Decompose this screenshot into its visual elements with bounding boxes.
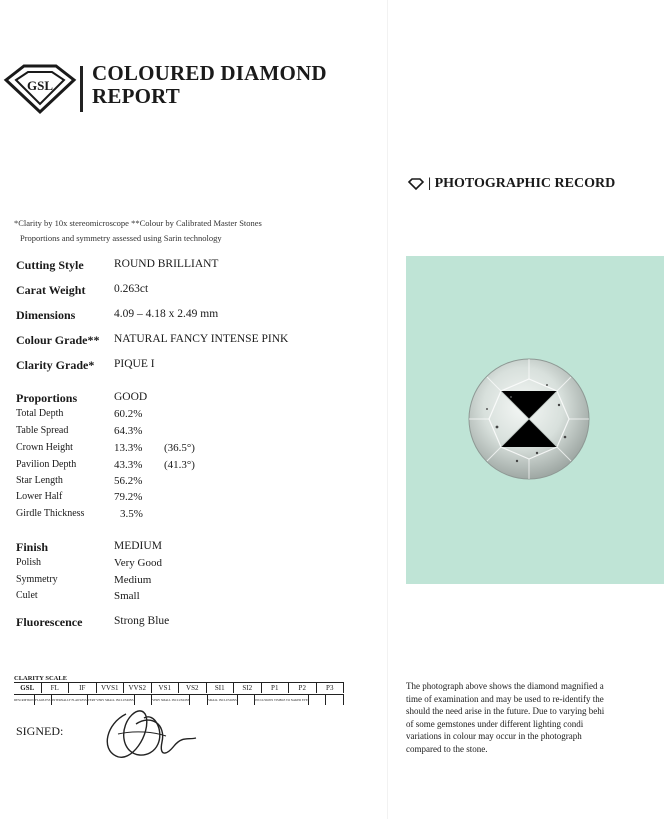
signature-image <box>96 694 206 774</box>
proportion-value: 13.3% <box>114 442 143 454</box>
clarity-grade: VVS1 <box>97 683 125 693</box>
finish-label: Finish <box>16 540 49 554</box>
grading-label: Cutting Style <box>16 258 84 272</box>
title-bar: | <box>428 176 435 191</box>
caption-line: of some gemstones under different lighting condi <box>406 718 584 729</box>
clarity-scale-title: CLARITY SCALE <box>14 675 68 682</box>
finish-item-label: Polish <box>16 557 42 568</box>
proportion-value: 60.2% <box>114 408 143 420</box>
clarity-grade: SI2 <box>234 683 262 693</box>
clarity-description: SMALL INCLUSIONS <box>208 695 238 705</box>
clarity-grade: P1 <box>262 683 290 693</box>
clarity-description: DESCRIPTION <box>14 695 35 705</box>
finish-item-value: Medium <box>114 574 152 586</box>
clarity-description: INTERNALLY FLAWLESS <box>52 695 88 705</box>
proportion-label: Total Depth <box>16 408 64 419</box>
grading-value: ROUND BRILLIANT <box>114 258 219 270</box>
grading-value: 4.09 – 4.18 x 2.49 mm <box>114 308 219 320</box>
clarity-description <box>238 695 256 705</box>
grading-value: NATURAL FANCY INTENSE PINK <box>114 333 289 345</box>
proportions-value: GOOD <box>114 391 148 403</box>
clarity-description: VERY VERY SMALL INCLUSIONS <box>88 695 135 705</box>
grading-label: Clarity Grade* <box>16 358 95 372</box>
fluorescence-label: Fluorescence <box>16 615 83 629</box>
proportions-label: Proportions <box>16 391 78 405</box>
photo-caption <box>406 680 664 756</box>
grading-value: 0.263ct <box>114 283 149 295</box>
diamond-icon <box>408 178 424 190</box>
clarity-description <box>326 695 344 705</box>
proportion-label: Crown Height <box>16 442 73 453</box>
clarity-description: VERY SMALL INCLUSIONS <box>152 695 190 705</box>
caption-line: compared to the stone. <box>406 743 488 754</box>
signed-label: SIGNED: <box>16 724 64 738</box>
finish-item-value: Small <box>114 590 140 602</box>
footnote-line2: Proportions and symmetry assessed using Sarin technology <box>20 233 222 243</box>
clarity-grade: VS2 <box>179 683 207 693</box>
caption-line: The photograph above shows the diamond magnified a <box>406 681 604 691</box>
clarity-description: FLAWLESS <box>35 695 53 705</box>
clarity-grade: GSL <box>14 683 42 693</box>
proportion-value: 3.5% <box>120 508 143 520</box>
grading-label: Carat Weight <box>16 283 86 297</box>
gsl-logo <box>2 62 76 114</box>
grading-label: Dimensions <box>16 308 76 322</box>
report-title-line1: COLOURED DIAMOND <box>92 61 327 85</box>
diamond-photo <box>467 357 591 481</box>
grading-label: Colour Grade** <box>16 333 100 347</box>
clarity-grade: P2 <box>289 683 317 693</box>
photographic-record-title <box>428 176 615 192</box>
proportion-label: Table Spread <box>16 425 69 436</box>
proportion-label: Girdle Thickness <box>16 508 85 519</box>
proportion-value: 43.3% <box>114 459 143 471</box>
proportion-value: 64.3% <box>114 425 143 437</box>
caption-line: variations in colour may occur in the photograph <box>406 731 582 742</box>
caption-line: time of examination and may be used to re-identify the <box>406 693 604 704</box>
caption-line: should the need arise in the future. Due to varying behi <box>406 706 605 717</box>
clarity-grade: FL <box>42 683 70 693</box>
finish-item-label: Culet <box>16 590 38 601</box>
proportion-angle: (41.3°) <box>164 459 195 471</box>
finish-value: MEDIUM <box>114 540 162 552</box>
footnote-line1: *Clarity by 10x stereomicroscope **Colour by Calibrated Master Stones <box>14 218 262 228</box>
clarity-grade: P3 <box>317 683 345 693</box>
proportion-label: Lower Half <box>16 491 63 502</box>
clarity-scale-grades <box>14 683 344 693</box>
proportion-value: 56.2% <box>114 475 143 487</box>
proportion-label: Star Length <box>16 475 63 486</box>
clarity-grade: VS1 <box>152 683 180 693</box>
clarity-grade: IF <box>69 683 97 693</box>
grading-value: PIQUE I <box>114 358 155 370</box>
proportion-value: 79.2% <box>114 491 143 503</box>
clarity-description <box>309 695 327 705</box>
header-divider <box>80 66 83 112</box>
finish-item-label: Symmetry <box>16 574 58 585</box>
clarity-description: INCLUSIONS VISIBLE TO NAKED EYE <box>255 695 309 705</box>
fluorescence-value: Strong Blue <box>114 615 170 627</box>
methodology-footnote <box>14 216 262 246</box>
proportion-angle: (36.5°) <box>164 442 195 454</box>
page-fold-line <box>387 0 388 819</box>
finish-item-value: Very Good <box>114 557 162 569</box>
proportion-label: Pavilion Depth <box>16 459 77 470</box>
clarity-grade: VVS2 <box>124 683 152 693</box>
report-title <box>92 62 327 108</box>
gsl-logo-text: GSL <box>26 78 54 93</box>
report-title-line2: REPORT <box>92 84 180 108</box>
photographic-record-text: PHOTOGRAPHIC RECORD <box>434 176 616 191</box>
clarity-grade: SI1 <box>207 683 235 693</box>
